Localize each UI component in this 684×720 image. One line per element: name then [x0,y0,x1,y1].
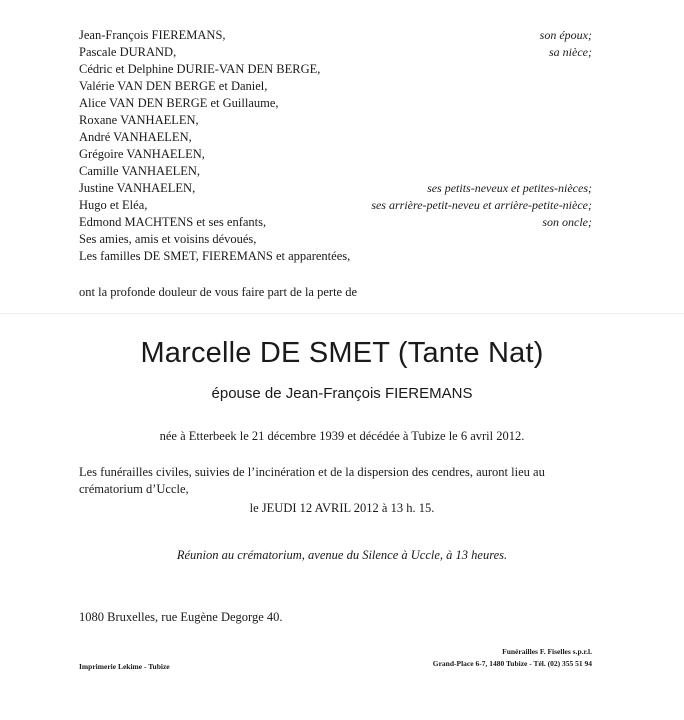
relation-label: ses arrière-petit-neveu et arrière-petite-nièce; [371,198,592,212]
funeral-home-address: Grand-Place 6-7, 1480 Tubize - Tél. (02) 355 51 94 [432,659,592,668]
family-member: Les familles DE SMET, FIEREMANS et apparentées, [79,249,351,263]
family-member: Roxane VANHAELEN, [79,113,199,127]
family-member: Alice VAN DEN BERGE et Guillaume, [79,96,279,110]
family-member: Justine VANHAELEN, [79,181,196,195]
funeral-info-line-1: Les funérailles civiles, suivies de l’incinération et de la dispersion des cendres, auront lieu au [79,465,545,479]
funeral-date: le JEUDI 12 AVRIL 2012 à 13 h. 15. [249,501,435,515]
family-member: Edmond MACHTENS et ses enfants, [79,215,267,229]
family-member: Jean-François FIEREMANS, [79,28,226,42]
printer-credit: Imprimerie Lekime - Tubize [79,662,170,671]
relation-label: son oncle; [542,215,592,229]
family-member: Valérie VAN DEN BERGE et Daniel, [79,79,268,93]
family-member: Ses amies, amis et voisins dévoués, [79,232,257,246]
funeral-home-name: Funérailles F. Fiselles s.p.r.l. [502,647,592,656]
deceased-name: Marcelle DE SMET (Tante Nat) [140,337,544,369]
meeting-info: Réunion au crématorium, avenue du Silence à Uccle, à 13 heures. [176,548,508,562]
relation-label: son époux; [539,28,592,42]
page-fold-line [0,313,684,314]
address: 1080 Bruxelles, rue Eugène Degorge 40. [79,610,283,624]
relation-label: sa nièce; [549,45,592,59]
relation-label: ses petits-neveux et petites-nièces; [427,181,592,195]
announcement-text: ont la profonde douleur de vous faire part de la perte de [79,285,358,299]
spouse-line: épouse de Jean-François FIEREMANS [211,385,473,402]
funeral-info-line-2: crématorium d’Uccle, [79,482,189,496]
family-member: André VANHAELEN, [79,130,192,144]
family-member: Camille VANHAELEN, [79,164,201,178]
birth-death-dates: née à Etterbeek le 21 décembre 1939 et décédée à Tubize le 6 avril 2012. [159,429,525,443]
family-member: Hugo et Eléa, [79,198,148,212]
family-member: Pascale DURAND, [79,45,177,59]
family-member: Grégoire VANHAELEN, [79,147,205,161]
family-member: Cédric et Delphine DURIE-VAN DEN BERGE, [79,62,321,76]
